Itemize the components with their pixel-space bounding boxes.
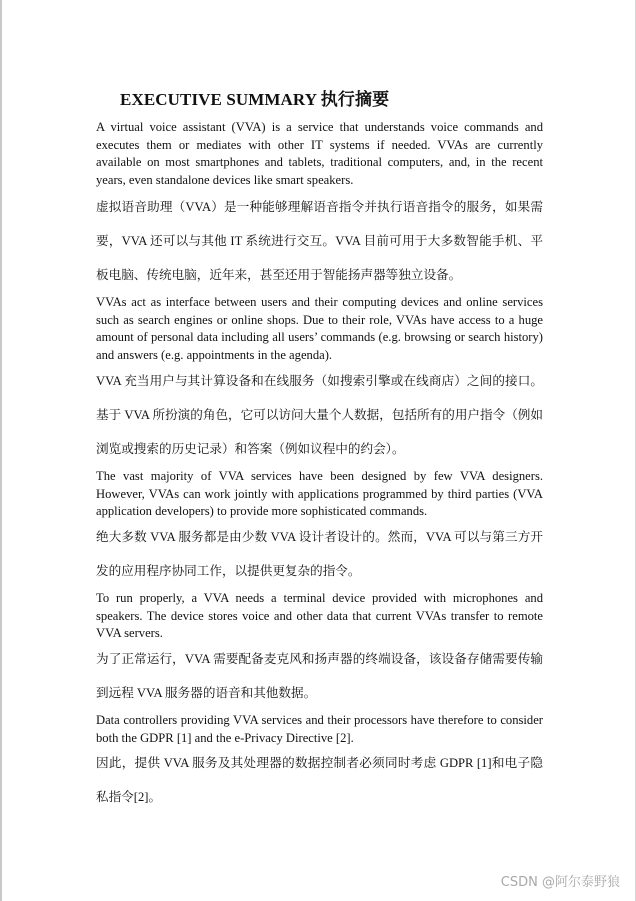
csdn-watermark: CSDN @阿尔泰野狼 [500,875,620,890]
paragraph-zh-4: 为了正常运行，VVA 需要配备麦克风和扬声器的终端设备，该设备存储需要传输到远程 VVA 服务器的语音和其他数据。 [96,652,543,700]
page-edge-left [0,0,2,901]
paragraph-en-5: Data controllers providing VVA services and their processors have therefore to consider both the GDPR [1] and the e-Privacy Directive [2]. [96,713,543,745]
document-title: EXECUTIVE SUMMARY 执行摘要 [120,90,390,109]
paragraph-en-1: A virtual voice assistant (VVA) is a service that understands voice commands and executes them or mediates with other IT systems if needed. VVAs are currently available on most smartphones and tablets, traditional computers, and, in the recent years, even standalone devices like smart speakers. [96,120,543,187]
paragraph-zh-3: 绝大多数 VVA 服务都是由少数 VVA 设计者设计的。然而，VVA 可以与第三方开发的应用程序协同工作，以提供更复杂的指令。 [96,530,543,578]
paragraph-en-4: To run properly, a VVA needs a terminal device provided with microphones and speakers. The device stores voice and other data that current VVAs transfer to remote VVA servers. [96,591,543,640]
paragraph-zh-2: VVA 充当用户与其计算设备和在线服务（如搜索引擎或在线商店）之间的接口。基于 VVA 所扮演的角色，它可以访问大量个人数据，包括所有的用户指令（例如浏览或搜索的历史记录）和答案（例如议程中的约会）。 [96,374,543,456]
paragraph-zh-1: 虚拟语音助理（VVA）是一种能够理解语音指令并执行语音指令的服务，如果需要，VVA 还可以与其他 IT 系统进行交互。VVA 目前可用于大多数智能手机、平板电脑、传统电脑，近年来，甚至还用于智能扬声器等独立设备。 [96,200,543,282]
paragraph-en-2: VVAs act as interface between users and their computing devices and online services such as search engines or online shops. Due to their role, VVAs have access to a huge amount of personal data including all users’ commands (e.g. browsing or search history) and answers (e.g. appointments in the agenda). [96,295,543,362]
paragraph-en-3: The vast majority of VVA services have been designed by few VVA designers. However, VVAs can work jointly with applications programmed by third parties (VVA application developers) to provide more sophisticated commands. [96,469,543,518]
paragraph-zh-5: 因此，提供 VVA 服务及其处理器的数据控制者必须同时考虑 GDPR [1]和电子隐私指令[2]。 [96,756,543,804]
